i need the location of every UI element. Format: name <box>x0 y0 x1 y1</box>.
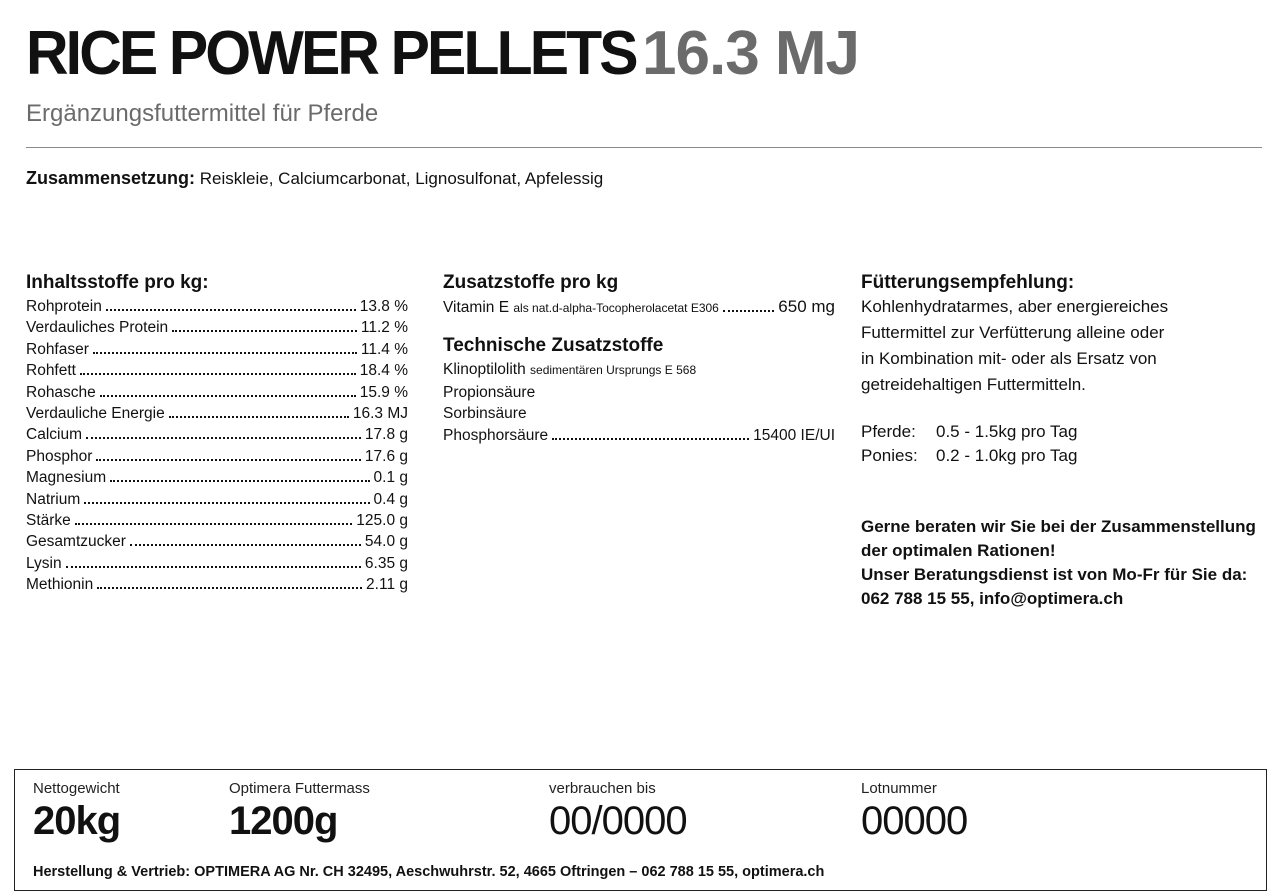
manufacturer-line: Herstellung & Vertrieb: OPTIMERA AG Nr. CH 32495, Aeschwuhrstr. 52, 4665 Oftringen – 062 788 15 55, optimera.ch <box>33 864 825 880</box>
feeding-description <box>861 294 1271 398</box>
ingredient-row <box>26 531 408 552</box>
feeding-line: in Kombination mit- oder als Ersatz von <box>861 349 1157 368</box>
product-title: RICE POWER PELLETS <box>26 19 636 88</box>
composition-label: Zusammensetzung: <box>26 168 196 188</box>
ingredient-row <box>26 382 408 403</box>
clinoptilolite-detail: sedimentären Ursprungs E 568 <box>530 363 697 378</box>
leader-dots <box>86 437 361 439</box>
lot-field <box>861 780 967 844</box>
leader-dots <box>169 416 349 418</box>
feeding-line: Kohlenhydratarmes, aber energiereiches <box>861 297 1169 316</box>
leader-dots <box>96 459 361 461</box>
ingredient-name: Calcium <box>26 426 82 444</box>
contact-line: Gerne beraten wir Sie bei der Zusammenstellung <box>861 517 1256 536</box>
ponies-dose: 0.2 - 1.0kg pro Tag <box>936 446 1078 465</box>
ponies-label: Ponies: <box>861 446 918 465</box>
clinoptilolite-name: Klinoptilolith <box>443 361 526 379</box>
composition-line <box>26 168 603 189</box>
ingredient-row <box>26 296 408 317</box>
leader-dots <box>75 523 352 525</box>
ingredient-name: Stärke <box>26 512 71 530</box>
net-weight-label: Nettogewicht <box>33 780 120 797</box>
ingredient-row <box>26 574 408 595</box>
net-weight-value: 20kg <box>33 799 121 843</box>
phosphoric-acid-name: Phosphorsäure <box>443 426 549 444</box>
horses-label: Pferde: <box>861 422 916 441</box>
feeding-line: getreidehaltigen Futtermitteln. <box>861 375 1086 394</box>
measure-value: 1200g <box>229 799 338 843</box>
expiry-value: 00/0000 <box>549 799 687 843</box>
measure-field <box>229 780 370 844</box>
product-title-row <box>26 18 668 89</box>
leader-dots <box>552 438 749 440</box>
ingredient-name: Magnesium <box>26 469 107 487</box>
ingredient-value: 17.8 g <box>364 426 408 444</box>
ingredient-name: Phosphor <box>26 447 93 465</box>
ingredient-row <box>26 553 408 574</box>
feeding-section <box>861 272 1271 611</box>
ingredients-section <box>26 272 408 596</box>
ingredient-row <box>26 489 408 510</box>
leader-dots <box>66 566 361 568</box>
vitamin-e-detail: als nat.d-alpha-Tocopherolacetat E306 <box>513 301 719 315</box>
ingredient-name: Rohprotein <box>26 298 102 315</box>
clinoptilolite-row <box>443 359 835 381</box>
additives-section <box>443 272 835 446</box>
ingredients-heading: Inhaltsstoffe pro kg: <box>26 272 209 293</box>
ingredient-value: 11.4 % <box>360 340 408 358</box>
energy-value: 16.3 MJ <box>642 19 860 88</box>
ingredient-value: 16.3 MJ <box>352 405 408 423</box>
ingredient-value: 0.1 g <box>373 469 408 487</box>
ingredient-row <box>26 339 408 360</box>
composition-text: Reiskleie, Calciumcarbonat, Lignosulfonat, Apfelessig <box>199 169 604 188</box>
header-divider <box>26 147 1262 148</box>
ingredient-row <box>26 317 408 338</box>
ingredient-name: Methionin <box>26 576 94 594</box>
leader-dots <box>106 309 356 311</box>
ingredient-name: Natrium <box>26 490 81 508</box>
measure-label: Optimera Futtermass <box>229 780 370 797</box>
phosphoric-acid-row <box>443 425 835 446</box>
lot-value: 00000 <box>861 799 968 843</box>
ingredient-name: Rohasche <box>26 383 96 401</box>
ingredient-row <box>26 424 408 445</box>
ingredient-value: 11.2 % <box>360 319 408 337</box>
phosphoric-acid-value: 15400 IE/UI <box>753 426 835 444</box>
leader-dots <box>723 310 774 312</box>
vitamin-e-value: 650 mg <box>778 297 835 316</box>
leader-dots <box>100 395 356 397</box>
ingredient-name: Verdauliche Energie <box>26 405 165 423</box>
feeding-heading: Fütterungsempfehlung: <box>861 272 1075 293</box>
package-info-box <box>14 769 1267 891</box>
ingredient-value: 2.11 g <box>366 576 408 594</box>
propionic-acid-name: Propionsäure <box>443 383 536 401</box>
ingredient-value: 15.9 % <box>359 383 408 401</box>
ingredient-name: Gesamtzucker <box>26 533 126 551</box>
ingredient-row <box>26 467 408 488</box>
leader-dots <box>80 373 356 375</box>
propionic-acid-row <box>443 382 835 403</box>
ingredient-value: 0.4 g <box>373 490 408 508</box>
sorbic-acid-row <box>443 403 835 424</box>
ingredient-value: 13.8 % <box>359 298 408 315</box>
ingredient-value: 18.4 % <box>359 362 408 380</box>
sorbic-acid-name: Sorbinsäure <box>443 405 527 423</box>
ingredient-name: Verdauliches Protein <box>26 319 169 337</box>
vitamin-e-row <box>443 296 835 319</box>
ingredient-name: Rohfett <box>26 362 76 380</box>
leader-dots <box>84 502 369 504</box>
ingredient-row <box>26 360 408 381</box>
expiry-label: verbrauchen bis <box>549 780 656 797</box>
ingredient-value: 125.0 g <box>356 512 408 530</box>
additives-heading: Zusatzstoffe pro kg <box>443 272 619 293</box>
ingredient-row <box>26 403 408 424</box>
contact-line: Unser Beratungsdienst ist von Mo-Fr für Sie da: <box>861 565 1248 584</box>
leader-dots <box>110 480 369 482</box>
vitamin-e-name: Vitamin E als nat.d-alpha-Tocopherolacetat E306 <box>443 299 719 316</box>
expiry-field <box>549 780 687 844</box>
feeding-line: Futtermittel zur Verfütterung alleine oder <box>861 323 1165 342</box>
net-weight-field <box>33 780 120 844</box>
contact-line: 062 788 15 55, info@optimera.ch <box>861 589 1124 608</box>
ingredient-value: 17.6 g <box>364 447 408 465</box>
lot-label: Lotnummer <box>861 780 937 797</box>
leader-dots <box>93 352 357 354</box>
ingredient-value: 54.0 g <box>364 533 408 551</box>
horses-dose-row <box>861 420 1271 444</box>
horses-dose: 0.5 - 1.5kg pro Tag <box>936 422 1078 441</box>
ingredient-value: 6.35 g <box>364 554 408 572</box>
leader-dots <box>97 587 362 589</box>
leader-dots <box>172 330 357 332</box>
ingredients-list <box>26 296 408 596</box>
ingredient-name: Lysin <box>26 554 62 572</box>
contact-info <box>861 515 1271 611</box>
product-subtitle: Ergänzungsfuttermittel für Pferde <box>26 100 379 127</box>
leader-dots <box>130 544 361 546</box>
contact-line: der optimalen Rationen! <box>861 541 1056 560</box>
ingredient-name: Rohfaser <box>26 340 89 358</box>
technical-additives-heading: Technische Zusatzstoffe <box>443 335 664 357</box>
ponies-dose-row <box>861 444 1271 468</box>
ingredient-row <box>26 446 408 467</box>
ingredient-row <box>26 510 408 531</box>
